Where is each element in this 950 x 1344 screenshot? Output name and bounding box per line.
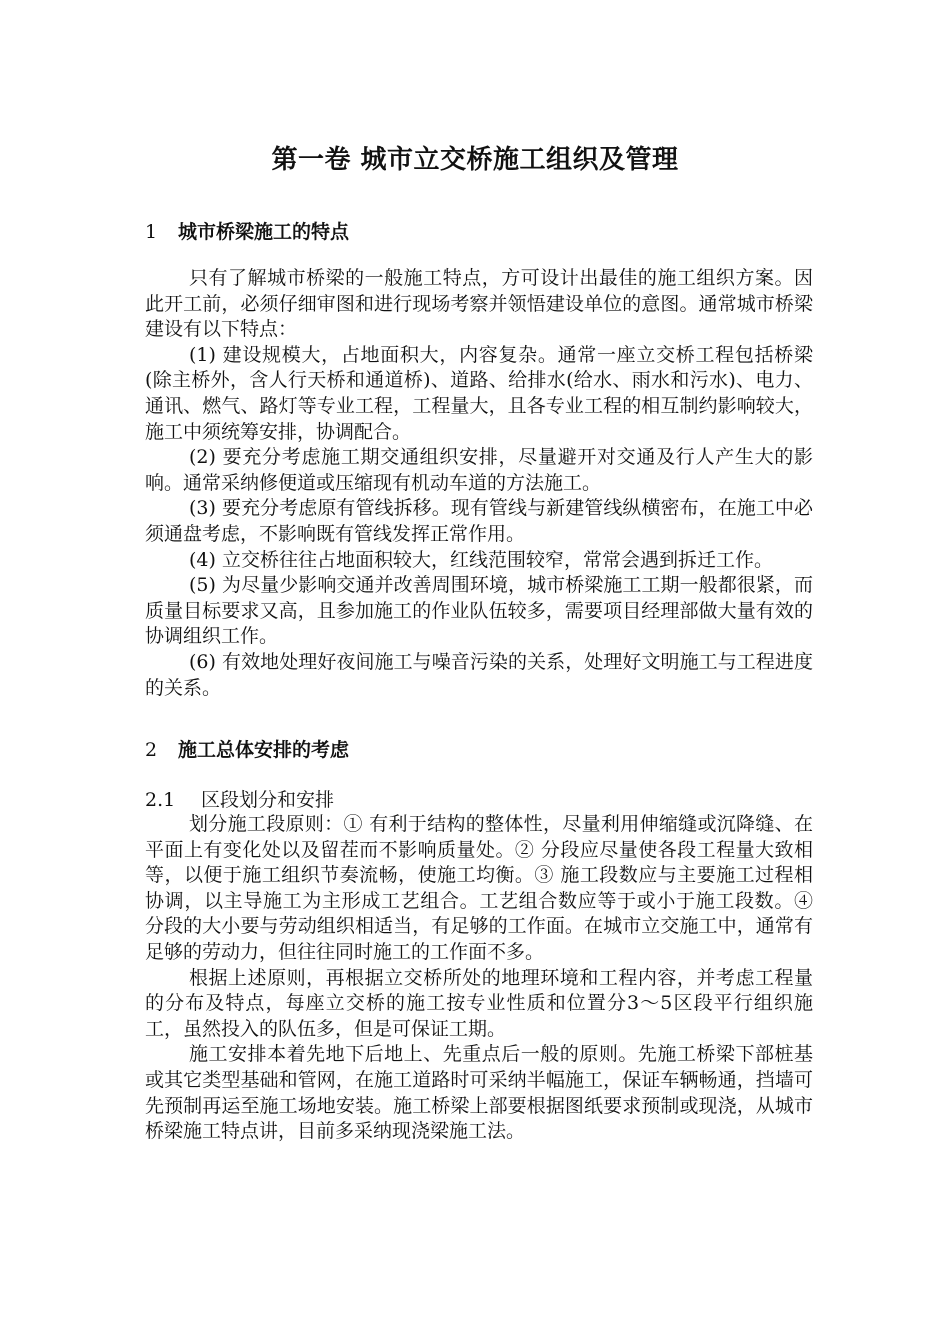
paragraph: 只有了解城市桥梁的一般施工特点，方可设计出最佳的施工组织方案。因此开工前，必须仔细审图和进行现场考察并领悟建设单位的意图。通常城市桥梁建设有以下特点： [145,267,813,341]
section-2-heading [145,737,825,763]
paragraph: (3) 要充分考虑原有管线拆移。现有管线与新建管线纵横密布，在施工中必须通盘考虑，不影响既有管线发挥正常作用。 [145,497,813,545]
document-title: 第一卷 城市立交桥施工组织及管理 [271,145,679,175]
paragraph: (6) 有效地处理好夜间施工与噪音污染的关系，处理好文明施工与工程进度的关系。 [145,650,813,699]
section-1-body [145,266,813,701]
subsection-2-1-title: 区段划分和安排 [201,789,335,811]
paragraph: (1) 建设规模大，占地面积大，内容复杂。通常一座立交桥工程包括桥梁(除主桥外，含人行天桥和通道桥)、道路、给排水(给水、雨水和污水)、电力、通讯、燃气、路灯等专业工程，工程量大，且各专业工程的相互制约影响较大，施工中须统筹安排，协调配合。 [145,343,813,443]
section-2-number: 2 [145,739,158,761]
subsection-2-1-body [145,812,813,1145]
paragraph: (4) 立交桥往往占地面积较大，红线范围较窄，常常会遇到拆迁工作。 [189,548,773,571]
section-1-heading [145,219,825,245]
section-1-number: 1 [145,221,158,243]
section-2-title: 施工总体安排的考虑 [178,739,350,761]
paragraph: 施工安排本着先地下后地上、先重点后一般的原则。先施工桥梁下部桩基或其它类型基础和管网，在施工道路时可采纳半幅施工，保证车辆畅通，挡墙可先预制再运至施工场地安装。施工桥梁上部要根据图纸要求预制或现浇，从城市桥梁施工特点讲，目前多采纳现浇梁施工法。 [145,1043,813,1143]
subsection-2-1-number: 2.1 [145,789,176,811]
paragraph: 根据上述原则，再根据立交桥所处的地理环境和工程内容，并考虑工程量的分布及特点，每座立交桥的施工按专业性质和位置分3～5区段平行组织施工，虽然投入的队伍多，但是可保证工期。 [145,966,813,1040]
section-1-title: 城市桥梁施工的特点 [178,221,350,243]
paragraph: (5) 为尽量少影响交通并改善周围环境，城市桥梁施工工期一般都很紧，而质量目标要求又高，且参加施工的作业队伍较多，需要项目经理部做大量有效的协调组织工作。 [145,574,813,648]
subsection-2-1-heading [145,787,825,813]
paragraph: 划分施工段原则：① 有利于结构的整体性，尽量利用伸缩缝或沉降缝、在平面上有变化处以及留茬而不影响质量处。② 分段应尽量使各段工程量大致相等，以便于施工组织节奏流畅，使施工均衡。③ 施工段数应与主要施工过程相协调，以主导施工为主形成工艺组合。工艺组合数应等于或小于施工段数。④ 分段的大小要与劳动组织相适当，有足够的工作面。在城市立交施工中，通常有足够的劳动力，但往往同时施工的工作面不多。 [145,813,813,963]
paragraph: (2) 要充分考虑施工期交通组织安排，尽量避开对交通及行人产生大的影响。通常采纳修便道或压缩现有机动车道的方法施工。 [145,446,813,494]
